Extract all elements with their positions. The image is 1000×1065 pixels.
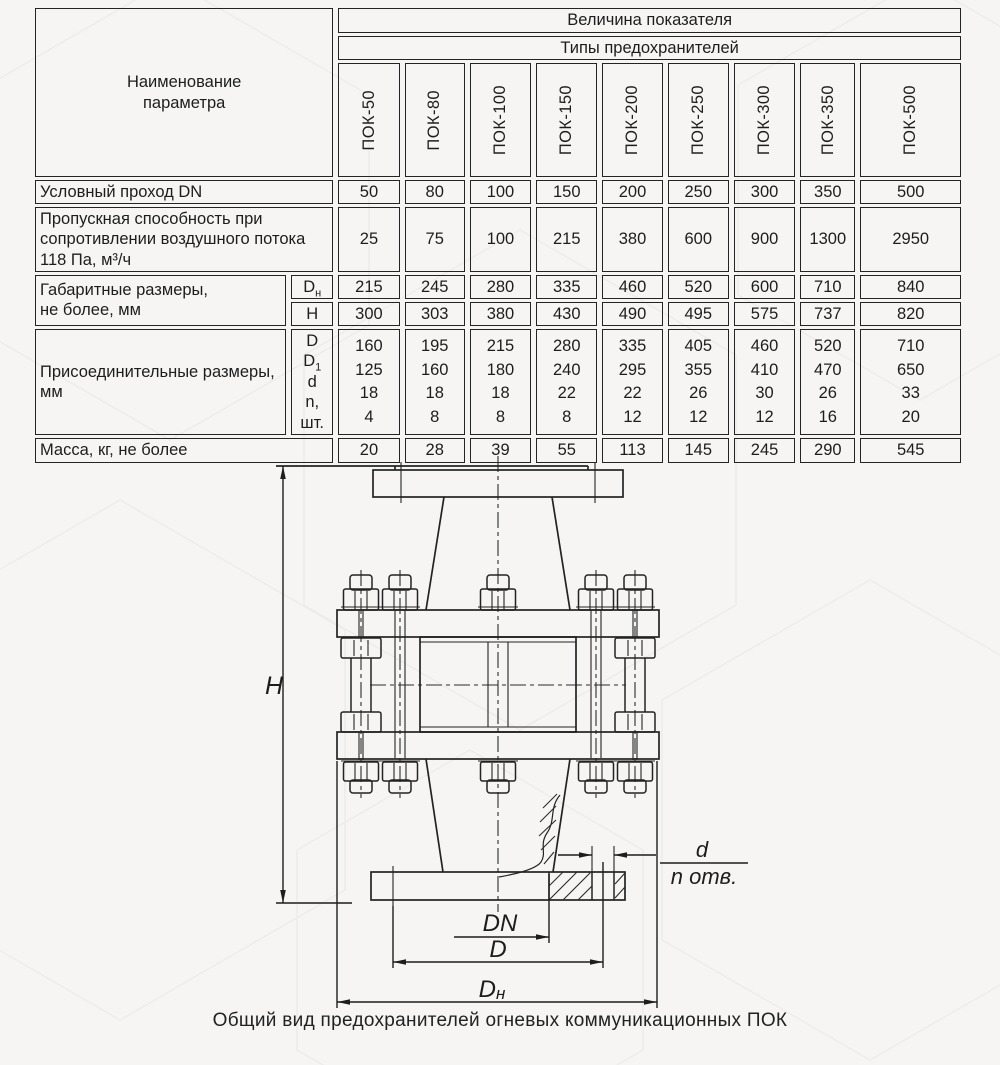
- param-dn-out: $D_н$: [291, 275, 333, 299]
- name-header-line1: Наименование: [126, 73, 242, 92]
- dim-hole-n-label: n отв.: [670, 864, 738, 889]
- cell: 55: [536, 438, 597, 462]
- cell: 200: [602, 180, 662, 204]
- type-header-cell: ПОК-150: [536, 63, 597, 177]
- cell: 405 355 26 12: [668, 329, 729, 436]
- cell: 2950: [860, 207, 961, 271]
- cell: 335: [536, 275, 597, 299]
- cell: 215: [536, 207, 597, 271]
- cell: 600: [668, 207, 729, 271]
- type-header-cell: ПОК-80: [405, 63, 465, 177]
- cell: 430: [536, 302, 597, 326]
- cell: 300: [734, 180, 795, 204]
- type-header-cell: ПОК-200: [602, 63, 662, 177]
- cell: 460 410 30 12: [734, 329, 795, 436]
- row-dn-label: Условный проход DN: [35, 180, 333, 204]
- type-header-cell: ПОК-500: [860, 63, 961, 177]
- type-header-cell: ПОК-100: [470, 63, 531, 177]
- dimension-labels: [265, 672, 737, 1003]
- cell: 245: [405, 275, 465, 299]
- cell: 820: [860, 302, 961, 326]
- cell: 28: [405, 438, 465, 462]
- dim-hole-d-label: d: [695, 837, 709, 862]
- cell: 145: [668, 438, 729, 462]
- cell: 1300: [800, 207, 855, 271]
- group-header-value: Величина показателя: [338, 8, 961, 33]
- cell: 80: [405, 180, 465, 204]
- row-conn: [35, 329, 961, 436]
- dim-h-label: H: [264, 672, 284, 700]
- cell: 50: [338, 180, 399, 204]
- row-flow-label: Пропускная способность при сопротивлении воздушного потока 118 Па, м³/ч: [35, 207, 333, 271]
- cell: 495: [668, 302, 729, 326]
- cell: 280: [470, 275, 531, 299]
- cell: 160 125 18 4: [338, 329, 399, 436]
- cell: 840: [860, 275, 961, 299]
- cell: 303: [405, 302, 465, 326]
- cell: 250: [668, 180, 729, 204]
- param-h: H: [291, 302, 333, 326]
- cell: 113: [602, 438, 662, 462]
- type-header-cell: ПОК-250: [668, 63, 729, 177]
- cell: 520: [668, 275, 729, 299]
- row-overall-dn: [35, 275, 961, 299]
- cell: 545: [860, 438, 961, 462]
- cell: 380: [602, 207, 662, 271]
- type-header-cell: ПОК-50: [338, 63, 399, 177]
- cell: 300: [338, 302, 399, 326]
- axis-lines: [361, 456, 635, 912]
- cell: 710: [800, 275, 855, 299]
- row-conn-label: Присоединительные размеры, мм: [35, 329, 286, 436]
- dim-dnout-label: Dн: [478, 976, 506, 1003]
- cell: 710 650 33 20: [860, 329, 961, 436]
- row-flow: [35, 207, 961, 271]
- cell: 290: [800, 438, 855, 462]
- cell: 350: [800, 180, 855, 204]
- cell: 245: [734, 438, 795, 462]
- row-mass-label: Масса, кг, не более: [35, 438, 333, 462]
- cell: 600: [734, 275, 795, 299]
- figure-caption: Общий вид предохранителей огневых коммуникационных ПОК: [212, 1010, 788, 1031]
- cell: 195 160 18 8: [405, 329, 465, 436]
- cell: 75: [405, 207, 465, 271]
- cell: 39: [470, 438, 531, 462]
- cell: 460: [602, 275, 662, 299]
- cell: 490: [602, 302, 662, 326]
- name-header-cell: [35, 8, 333, 177]
- cell: 280 240 22 8: [536, 329, 597, 436]
- name-header-line2: параметра: [142, 93, 226, 112]
- spec-table: [30, 5, 966, 466]
- cell: 215 180 18 8: [470, 329, 531, 436]
- cell: 215: [338, 275, 399, 299]
- dim-d-label: D: [489, 936, 507, 963]
- cell: 25: [338, 207, 399, 271]
- cell: 335 295 22 12: [602, 329, 662, 436]
- type-header-cell: ПОК-350: [800, 63, 855, 177]
- dim-dn-label: DN: [482, 910, 518, 937]
- row-overall-label: Габаритные размеры, не более, мм: [35, 275, 286, 326]
- cell: 900: [734, 207, 795, 271]
- cell: 100: [470, 180, 531, 204]
- cell: 380: [470, 302, 531, 326]
- cell: 20: [338, 438, 399, 462]
- cell: 737: [800, 302, 855, 326]
- row-dn: [35, 180, 961, 204]
- cell: 520 470 26 16: [800, 329, 855, 436]
- type-header-cell: ПОК-300: [734, 63, 795, 177]
- cell: 150: [536, 180, 597, 204]
- conn-params: D $D_1$ d n, шт.: [291, 329, 333, 436]
- cell: 575: [734, 302, 795, 326]
- flame-arrester-drawing: [0, 440, 1000, 1040]
- cell: 500: [860, 180, 961, 204]
- group-header-types: Типы предохранителей: [338, 36, 961, 60]
- cell: 100: [470, 207, 531, 271]
